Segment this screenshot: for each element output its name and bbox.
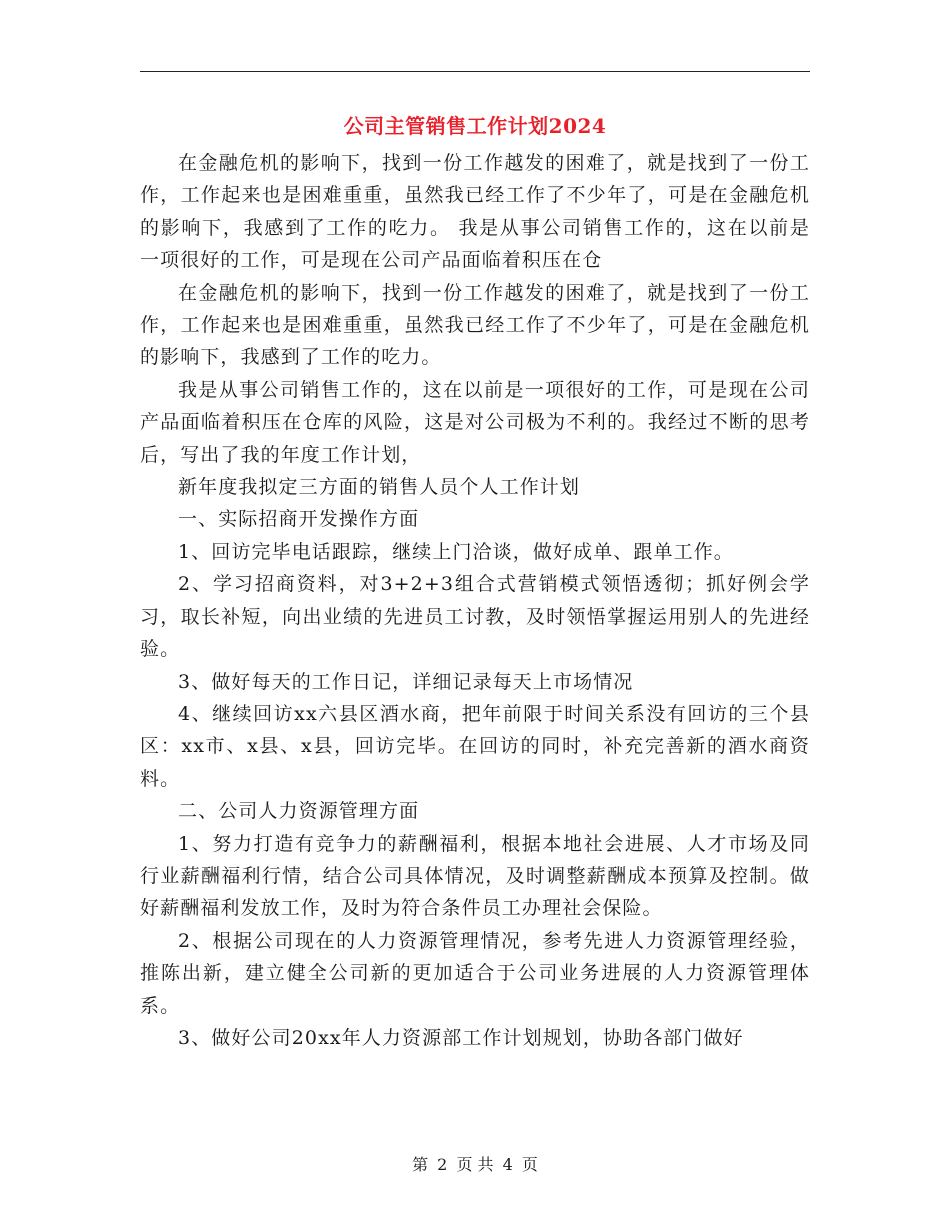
section-heading: 二、公司人力资源管理方面 — [178, 800, 420, 823]
list-item: 2、学习招商资料，对3+2+3组合式营销模式领悟透彻；抓好例会学习，取长补短，向出业绩的先进员工讨教，及时领悟掌握运用别人的先进经验。 — [140, 573, 810, 661]
paragraph: 新年度我拟定三方面的销售人员个人工作计划 — [178, 476, 581, 499]
paragraph: 在金融危机的影响下，找到一份工作越发的困难了，就是找到了一份工作，工作起来也是困难重重，虽然我已经工作了不少年了，可是在金融危机的影响下，我感到了工作的吃力。 我是从事公司销售工作的，这在以前是一项很好的工作，可是现在公司产品面临着积压在仓 — [140, 152, 810, 272]
list-item: 3、做好公司20xx年人力资源部工作计划规划，协助各部门做好 — [178, 1026, 744, 1049]
list-item: 4、继续回访xx六县区酒水商，把年前限于时间关系没有回访的三个县区：xx市、x县、x县，回访完毕。在回访的同时，补充完善新的酒水商资料。 — [140, 702, 810, 790]
list-item: 1、努力打造有竞争力的薪酬福利，根据本地社会进展、人才市场及同行业薪酬福利行情，结合公司具体情况，及时调整薪酬成本预算及控制。做好薪酬福利发放工作，及时为符合条件员工办理社会保险。 — [140, 832, 810, 920]
list-item: 2、根据公司现在的人力资源管理情况，参考先进人力资源管理经验，推陈出新，建立健全公司新的更加适合于公司业务进展的人力资源管理体系。 — [140, 929, 810, 1017]
footer-prefix: 第 — [412, 1155, 429, 1174]
footer-total-pages: 4 — [502, 1155, 513, 1174]
page-footer — [140, 1153, 810, 1177]
footer-middle: 页 共 — [456, 1155, 494, 1174]
footer-current-page: 2 — [437, 1155, 448, 1174]
footer-suffix: 页 — [521, 1155, 538, 1174]
header-rule — [140, 71, 810, 72]
list-item: 1、回访完毕电话跟踪，继续上门洽谈，做好成单、跟单工作。 — [178, 540, 734, 563]
section-heading: 一、实际招商开发操作方面 — [178, 508, 420, 531]
document-body — [140, 147, 810, 1054]
list-item: 3、做好每天的工作日记，详细记录每天上市场情况 — [178, 670, 634, 693]
document-title: 公司主管销售工作计划2024 — [343, 114, 607, 138]
paragraph: 在金融危机的影响下，找到一份工作越发的困难了，就是找到了一份工作，工作起来也是困难重重，虽然我已经工作了不少年了，可是在金融危机的影响下，我感到了工作的吃力。 — [140, 281, 810, 369]
paragraph: 我是从事公司销售工作的，这在以前是一项很好的工作，可是现在公司产品面临着积压在仓库的风险，这是对公司极为不利的。我经过不断的思考后，写出了我的年度工作计划， — [140, 378, 810, 466]
